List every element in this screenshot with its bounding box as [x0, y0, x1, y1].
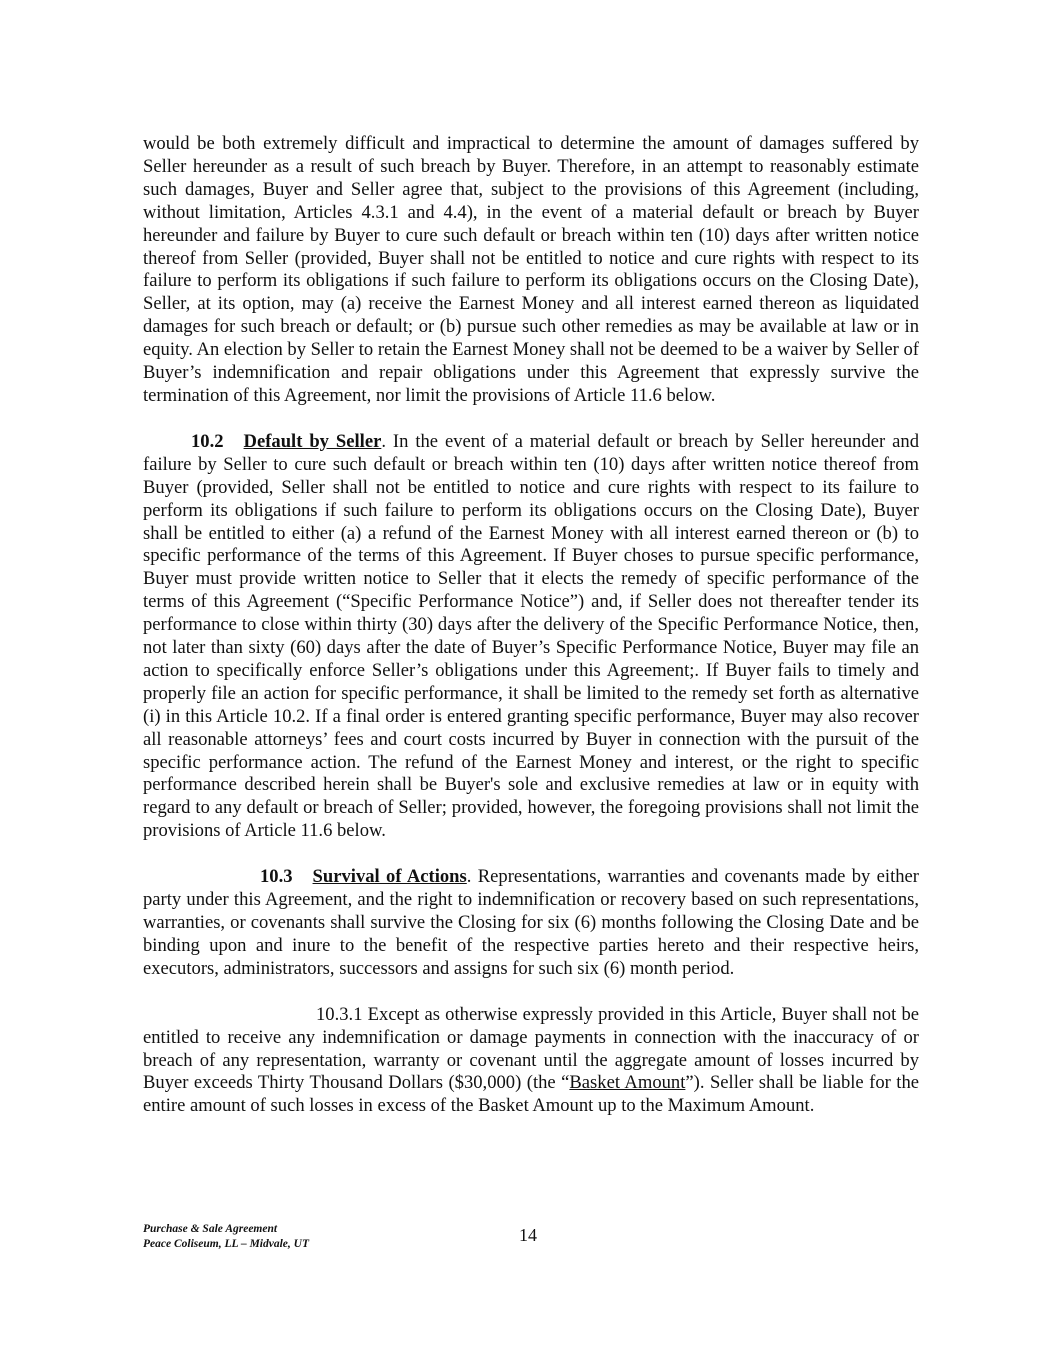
section-title: Survival of Actions: [312, 866, 467, 888]
footer-document-title: [143, 1222, 309, 1252]
section-10-3-survival-of-actions: [143, 866, 919, 981]
section-10-2-default-by-seller: [143, 431, 919, 843]
section-title: Default by Seller: [243, 430, 382, 452]
footer-line-1: Purchase & Sale Agreement: [143, 1223, 278, 1235]
paragraph-text: would be both extremely difficult and impractical to determine the amount of damages suffered by Seller hereunder as a result of such breach by Buyer. Therefore, in an attempt to reasonably estimate such damages, Buyer and Seller agree that, subject to the provisions of this Agreement (including, without limitation, Articles 4.3.1 and 4.4), in the event of a material default or breach by Buyer hereunder and failure by Buyer to cure such default or breach within ten (10) days after written notice thereof from Seller (provided, Buyer shall not be entitled to notice and cure rights with respect to its failure to perform its obligations if such failure to perform its obligations occurs on the Closing Date), Seller, at its option, may (a) receive the Earnest Money and all interest earned thereon as liquidated damages for such breach or default; or (b) pursue such other remedies as may be available at law or in equity. An election by Seller to retain the Earnest Money shall not be deemed to be a waiver by Seller of Buyer’s indemnification and repair obligations under this Agreement that expressly survive the termination of this Agreement, nor limit the provisions of Article 11.6 below.: [143, 133, 919, 406]
section-10-3-1-basket-amount: [143, 1004, 919, 1119]
section-text-after: ”). Seller shall be liable for the entire amount of such losses in excess of the Basket Amount up to the Maximum Amount.: [143, 1072, 920, 1117]
section-number: 10.3: [260, 866, 293, 888]
section-number: 10.2: [191, 430, 224, 452]
section-text: In the event of a material default or breach by Seller hereunder and failure by Seller to cure such default or breach within ten (10) days after written notice thereof from Buyer (provided, Seller shall not be entitled to notice and cure rights with respect to its failure to perform its obligations if such failure to perform its obligations occurs on the Closing Date), Buyer shall be entitled to either (a) a refund of the Earnest Money with all interest earned thereon or (b) to specific performance of the terms of this Agreement. If Buyer choses to pursue specific performance, Buyer must provide written notice to Seller that it elects the remedy of specific performance of the terms of this Agreement (“Specific Performance Notice”) and, if Seller does not thereafter tender its performance to close within thirty (30) days after the delivery of the Specific Performance Notice, then, not later than sixty (60) days after the date of Buyer’s Specific Performance Notice, Buyer may file an action to specifically enforce Seller’s obligations under this Agreement;. If Buyer fails to timely and properly file an action for specific performance, it shall be limited to the remedy set forth as alternative (i) in this Article 10.2. If a final order is entered granting specific performance, Buyer may also recover all reasonable attorneys’ fees and court costs incurred by Buyer in connection with the pursuit of the specific performance action. The refund of the Earnest Money and interest, or the right to specific performance described herein shall be Buyer's sole and exclusive remedies at law or in equity with regard to any default or breach of Seller; provided, however, the foregoing provisions shall not limit the provisions of Article 11.6 below.: [143, 430, 919, 842]
section-title-punct: .: [381, 430, 386, 452]
section-text-before: 10.3.1 Except as otherwise expressly provided in this Article, Buyer shall not be entitled to receive any indemnification or damage payments in connection with the inaccuracy of or breach of any representation, warranty or covenant until the aggregate amount of losses incurred by Buyer exceeds Thirty Thousand Dollars ($30,000) (the “: [143, 1003, 919, 1094]
paragraph-remedies-of-seller: [143, 133, 919, 408]
defined-term-basket-amount: Basket Amount: [569, 1072, 686, 1094]
document-body: [143, 133, 919, 1118]
page-number: 14: [519, 1225, 537, 1245]
section-title-punct: .: [466, 866, 472, 888]
footer-line-2: Peace Coliseum, LL – Midvale, UT: [143, 1238, 309, 1250]
section-text: Representations, warranties and covenants made by either party under this Agreement, and the right to indemnification or recovery based on such representations, warranties, or covenants shall survive the Closing for six (6) months following the Closing Date and be binding upon and inure to the benefit of the respective parties hereto and their respective heirs, executors, administrators, successors and assigns for such six (6) month period.: [143, 866, 919, 979]
